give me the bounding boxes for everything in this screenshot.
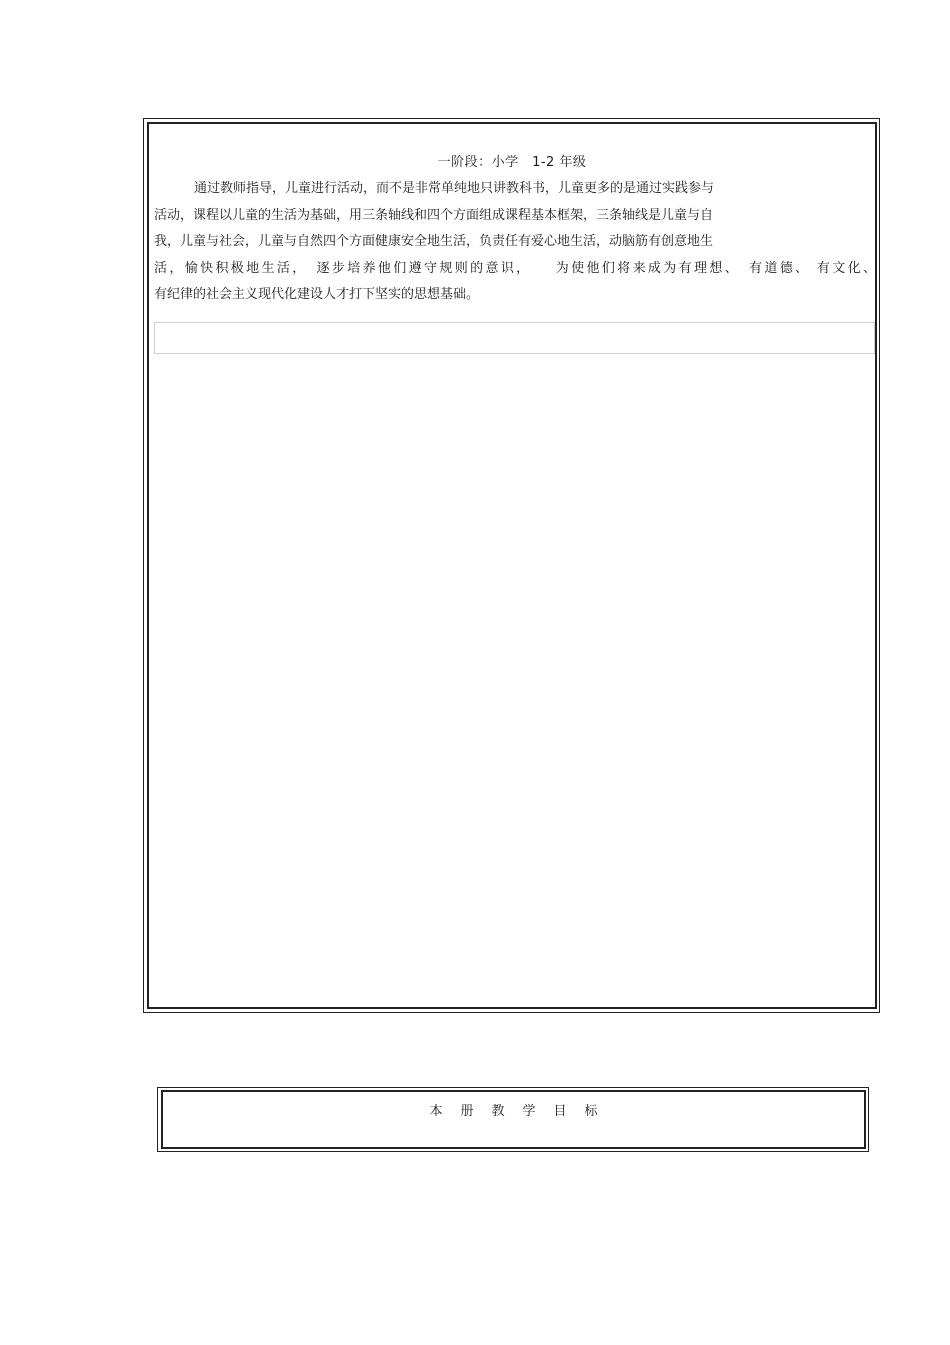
- teaching-goals-frame: [157, 1087, 869, 1152]
- stage-description-paragraph: [154, 176, 876, 309]
- empty-inner-cell: [154, 322, 875, 354]
- paragraph-line: 活动，课程以儿童的生活为基础，用三条轴线和四个方面组成课程基本框架，三条轴线是儿童与自: [154, 207, 714, 223]
- paragraph-line: 通过教师指导，儿童进行活动，而不是非常单纯地只讲教科书，儿童更多的是通过实践参与: [194, 181, 715, 196]
- teaching-goals-title: 本册教学目标: [429, 1104, 616, 1119]
- paragraph-line: 有纪律的社会主义现代化建设人才打下坚实的思想基础。: [154, 287, 480, 302]
- teaching-goals-inner-border: [161, 1090, 866, 1149]
- stage-heading: 一阶段：小学 1-2 年级: [437, 155, 587, 170]
- paragraph-line: 活，愉快积极地生活， 逐步培养他们遵守规则的意识， 为使他们将来成为有理想、 有道德、 有文化、: [154, 260, 876, 276]
- stage-description-inner-border: [147, 122, 877, 1009]
- paragraph-line: 我，儿童与社会，儿童与自然四个方面健康安全地生活，负责任有爱心地生活，动脑筋有创意地生: [154, 234, 714, 249]
- stage-description-frame: [143, 118, 880, 1013]
